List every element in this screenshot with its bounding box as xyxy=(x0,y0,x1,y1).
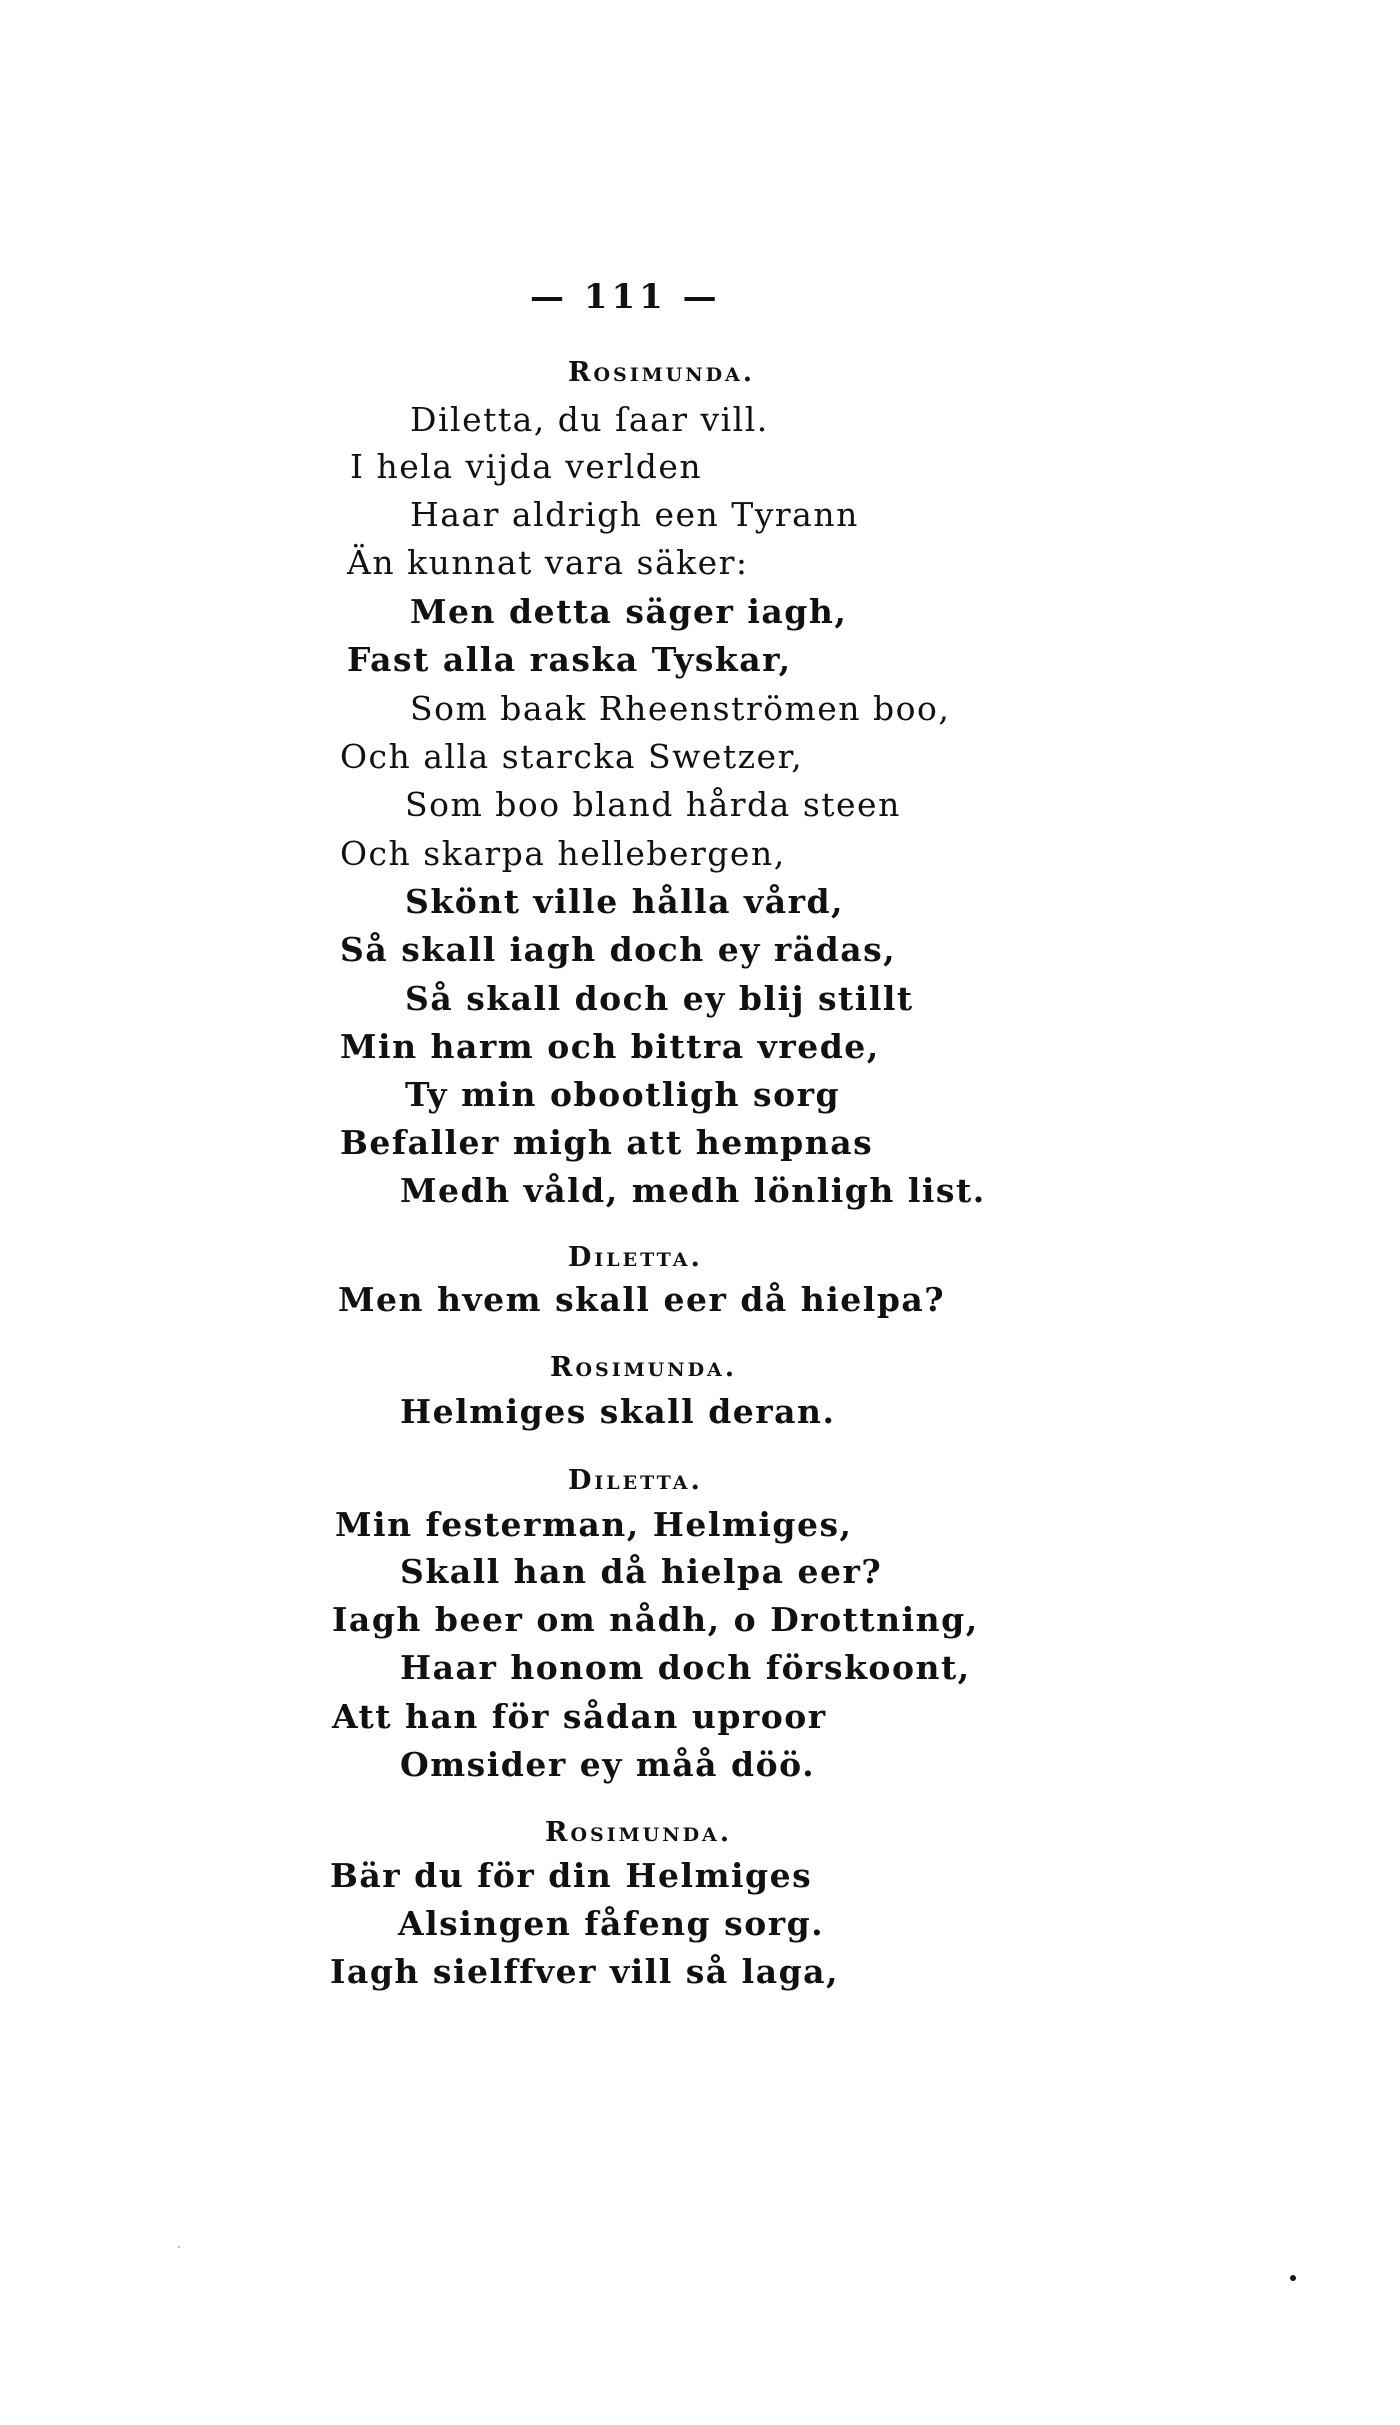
verse-line: Helmiges skall deran. xyxy=(400,1392,836,1431)
verse-line: Så skall iagh doch ey rädas, xyxy=(340,930,897,969)
page-number: — 111 — xyxy=(530,277,721,317)
verse-line: Medh våld, medh lönligh list. xyxy=(400,1171,986,1210)
verse-line: Haar aldrigh een Tyrann xyxy=(410,495,859,534)
speaker-heading: Rosimunda. xyxy=(550,1352,738,1383)
verse-line: Iagh sielffver vill så laga, xyxy=(330,1952,840,1991)
verse-line: Att han för sådan uproor xyxy=(332,1697,827,1736)
verse-line: Iagh beer om nådh, o Drottning, xyxy=(332,1600,979,1639)
verse-line: Diletta, du ſaar vill. xyxy=(410,400,769,439)
verse-line: Min harm och bittra vrede, xyxy=(340,1027,880,1066)
verse-line: Än kunnat vara säker: xyxy=(347,543,749,582)
speaker-heading: Diletta. xyxy=(568,1465,703,1496)
ink-speck xyxy=(1290,2275,1296,2281)
ink-speck xyxy=(178,2246,180,2248)
verse-line: Bär du för din Helmiges xyxy=(330,1856,813,1895)
verse-line: Som boo bland hårda steen xyxy=(405,785,901,824)
verse-line: Och skarpa hellebergen, xyxy=(340,834,786,873)
verse-line: Men detta säger iagh, xyxy=(410,592,848,631)
verse-line: Min festerman, Helmiges, xyxy=(335,1505,853,1544)
verse-line: Skönt ville hålla vård, xyxy=(405,882,845,921)
speaker-heading: Rosimunda. xyxy=(568,357,756,388)
verse-line: Så skall doch ey blij stillt xyxy=(405,979,914,1018)
speaker-heading: Rosimunda. xyxy=(545,1817,733,1848)
verse-line: Skall han då hielpa eer? xyxy=(400,1552,883,1591)
verse-line: Befaller migh att hempnas xyxy=(340,1123,874,1162)
verse-line: Fast alla raska Tyskar, xyxy=(347,640,792,679)
verse-line: Som baak Rheenströmen boo, xyxy=(410,689,951,728)
verse-line: I hela vijda verlden xyxy=(350,447,703,486)
verse-line: Haar honom doch förskoont, xyxy=(400,1648,971,1687)
verse-line: Alsingen fåfeng sorg. xyxy=(398,1904,825,1943)
verse-line: Omsider ey måå döö. xyxy=(400,1745,816,1784)
verse-line: Men hvem skall eer då hielpa? xyxy=(338,1280,946,1319)
speaker-heading: Diletta. xyxy=(568,1242,703,1273)
verse-line: Och alla starcka Swetzer, xyxy=(340,737,804,776)
verse-line: Ty min obootligh sorg xyxy=(405,1075,841,1114)
